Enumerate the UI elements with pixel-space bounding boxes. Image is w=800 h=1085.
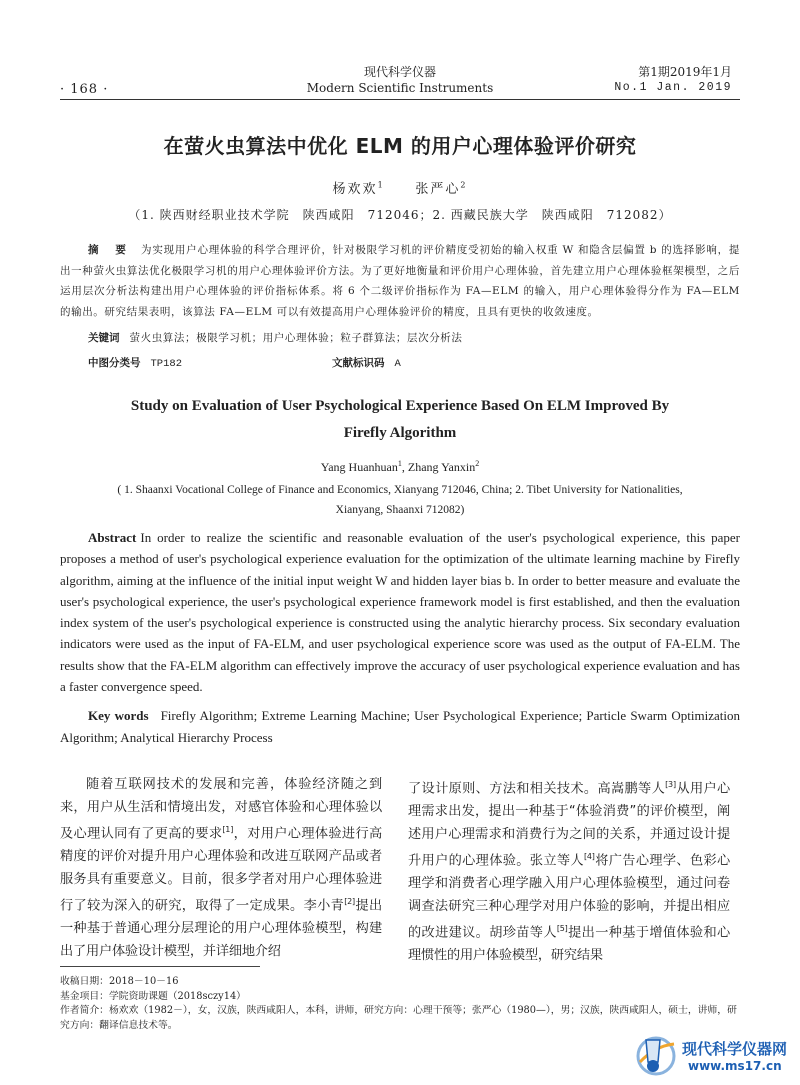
affiliation-en: ( 1. Shaanxi Vocational College of Finance and Economics, Xianyang 712046, China; 2. Tibet University for Nationalities, Xianyang, Shaanxi 712082)	[117, 484, 683, 516]
authors-cn	[0, 178, 800, 197]
keywords-cn-text: 萤火虫算法；极限学习机；用户心理体验；粒子群算法；层次分析法	[129, 332, 463, 344]
body-column-left	[60, 774, 382, 964]
clc-label: 中图分类号	[88, 357, 141, 369]
footnote-rule	[60, 966, 260, 967]
author-affil-mark: 2	[475, 459, 480, 468]
doc-code-label: 文献标识码	[332, 357, 385, 369]
doc-code	[332, 355, 401, 370]
classification-row	[88, 355, 401, 370]
body-text: 从用户心理需求出发，提出一种基于“体验消费”的评价模型，阐述用户心理需求和消费行为之间的关系，并通过设计提升用户的心理体验。张立等人	[408, 781, 731, 869]
author-affil-mark: 1	[377, 180, 385, 190]
paper-title-cn: 在萤火虫算法中优化 ELM 的用户心理体验评价研究	[163, 134, 637, 158]
doc-code-value: A	[394, 358, 401, 370]
keywords-cn-label: 关键词	[88, 332, 120, 344]
keywords-en-text: Firefly Algorithm; Extreme Learning Machine; User Psychological Experience; Particle Swarm Optimization Algorithm; Analytical Hierarchy Process	[60, 708, 740, 745]
issue-info	[614, 64, 732, 96]
citation-mark: [3]	[665, 780, 676, 789]
author-name: Zhang Yanxin	[407, 460, 476, 474]
body-text: 将广告心理学、色彩心理学和消费者心理学融入用户心理体验模型，通过问卷调查法研究三种心理学对用户体验的影响，并提出相应的改进建议。胡珍苗等人	[408, 853, 731, 941]
abstract-en-label: Abstract	[88, 530, 137, 545]
header-rule	[60, 99, 740, 100]
authors-en	[0, 459, 800, 475]
abstract-en	[60, 527, 740, 697]
footnotes	[60, 975, 740, 1033]
clc-value: TP182	[150, 358, 183, 370]
body-text: 了设计原则、方法和相关技术。高嵩鹏等人	[408, 781, 666, 797]
journal-name-cn: 现代科学仪器	[363, 65, 436, 79]
footnote-received: 收稿日期：2018－10－16	[60, 976, 179, 987]
paper-title-en-line: Study on Evaluation of User Psychological Experience Based On ELM Improved By	[130, 398, 670, 414]
citation-mark: [2]	[344, 897, 355, 907]
author-affil-mark: 1	[397, 459, 402, 468]
journal-name-en: Modern Scientific Instruments	[306, 81, 494, 95]
body-text: 提出一种基于普通心理分层理论的用户心理体验模型，构建出了用户体验设计模型，并详细地介绍	[60, 898, 382, 959]
keywords-en-label: Key words	[88, 708, 149, 723]
keywords-en	[60, 705, 740, 749]
abstract-cn-text: 为实现用户心理体验的科学合理评价，针对极限学习机的评价精度受初始的输入权重 W 和隐含层偏置 b 的选择影响，提出一种萤火虫算法优化极限学习机的用户心理体验评价方法。为了更好地衡量和评价用户心理体验，首先建立用户心理体验框架模型，之后运用层次分析法构建出用户心理体验的评价指标体系。将 6 个二级评价指标作为 FA—ELM 的输入，用户心理体验得分作为 FA—ELM 的输出。研究结果表明，该算法 FA—ELM 可以有效提高用户心理体验评价的精度，且具有更快的收敛速度。	[60, 244, 741, 318]
watermark-name: 现代科学仪器网	[682, 1040, 788, 1058]
keywords-cn	[88, 330, 740, 345]
issue-en: No.1 Jan. 2019	[614, 81, 732, 94]
issue-cn: 第1期2019年1月	[638, 65, 732, 79]
body-text: 随着互联网技术的发展和完善，体验经济随之到来，用户从生活和情境出发，对感官体验和心理体验以及心理认同有了更高的要求	[60, 777, 382, 842]
page-number: · 168 ·	[60, 82, 109, 97]
citation-mark: [4]	[583, 852, 595, 862]
abstract-cn	[60, 240, 740, 322]
paper-title-en-line: Firefly Algorithm	[343, 425, 457, 441]
abstract-en-text: In order to realize the scientific and reasonable evaluation of the user's psychological experience, this paper proposes a method of user's psychological experience evaluation for the optimization of the ultimate learning machine by Firefly algorithm, aiming at the influence of the initial input weight W and hidden layer bias b. In order to better measure and evaluate the user's psychological experience, the user's psychological experience framework model is first established, and then the evaluation index system of the user's psychological experience is constructed using the analytic hierarchy process. Six secondary evaluation indicators were used as the input of FA-ELM, and user psychological experience score was used as the output of FA-ELM. The results show that the FA-ELM algorithm can effectively improve the accuracy of user psychological experience evaluation and has a faster convergence speed.	[60, 530, 740, 695]
watermark-logo-icon	[632, 1032, 678, 1078]
citation-mark: [1]	[222, 825, 234, 835]
affiliation-cn: （1. 陕西财经职业技术学院 陕西咸阳 712046；2. 西藏民族大学 陕西咸阳 712082）	[128, 208, 672, 222]
watermark	[632, 1030, 797, 1080]
body-column-right	[408, 774, 730, 968]
author-name: 杨欢欢	[332, 182, 378, 197]
abstract-cn-label: 摘 要	[88, 244, 130, 256]
author-name: 张严心	[415, 182, 461, 197]
author-separator: ,	[401, 460, 408, 474]
citation-mark: [5]	[556, 924, 568, 934]
paper-title-en	[60, 393, 740, 447]
author-name: Yang Huanhuan	[320, 460, 398, 474]
footnote-fund: 基金项目：学院资助课题（2018sczy14）	[60, 990, 246, 1002]
body-text: ，对用户心理体验进行高精度的评价对提升用户心理体验和改进互联网产品或者服务具有重要意义。目前，很多学者对用户心理体验进行了较为深入的研究，取得了一定成果。李小青	[60, 826, 382, 914]
body-text: 提出一种基于增值体验和心理惯性的用户体验模型，研究结果	[408, 925, 730, 964]
watermark-url: www.ms17.cn	[688, 1059, 782, 1073]
footnote-author-info: 作者简介：杨欢欢（1982－），女，汉族，陕西咸阳人，本科，讲师，研究方向：心理干预等；张严心（1980—），男；汉族，陕西咸阳人，硕士，讲师，研究方向：翻译信息技术等。	[60, 1005, 737, 1031]
author-affil-mark: 2	[460, 180, 468, 190]
